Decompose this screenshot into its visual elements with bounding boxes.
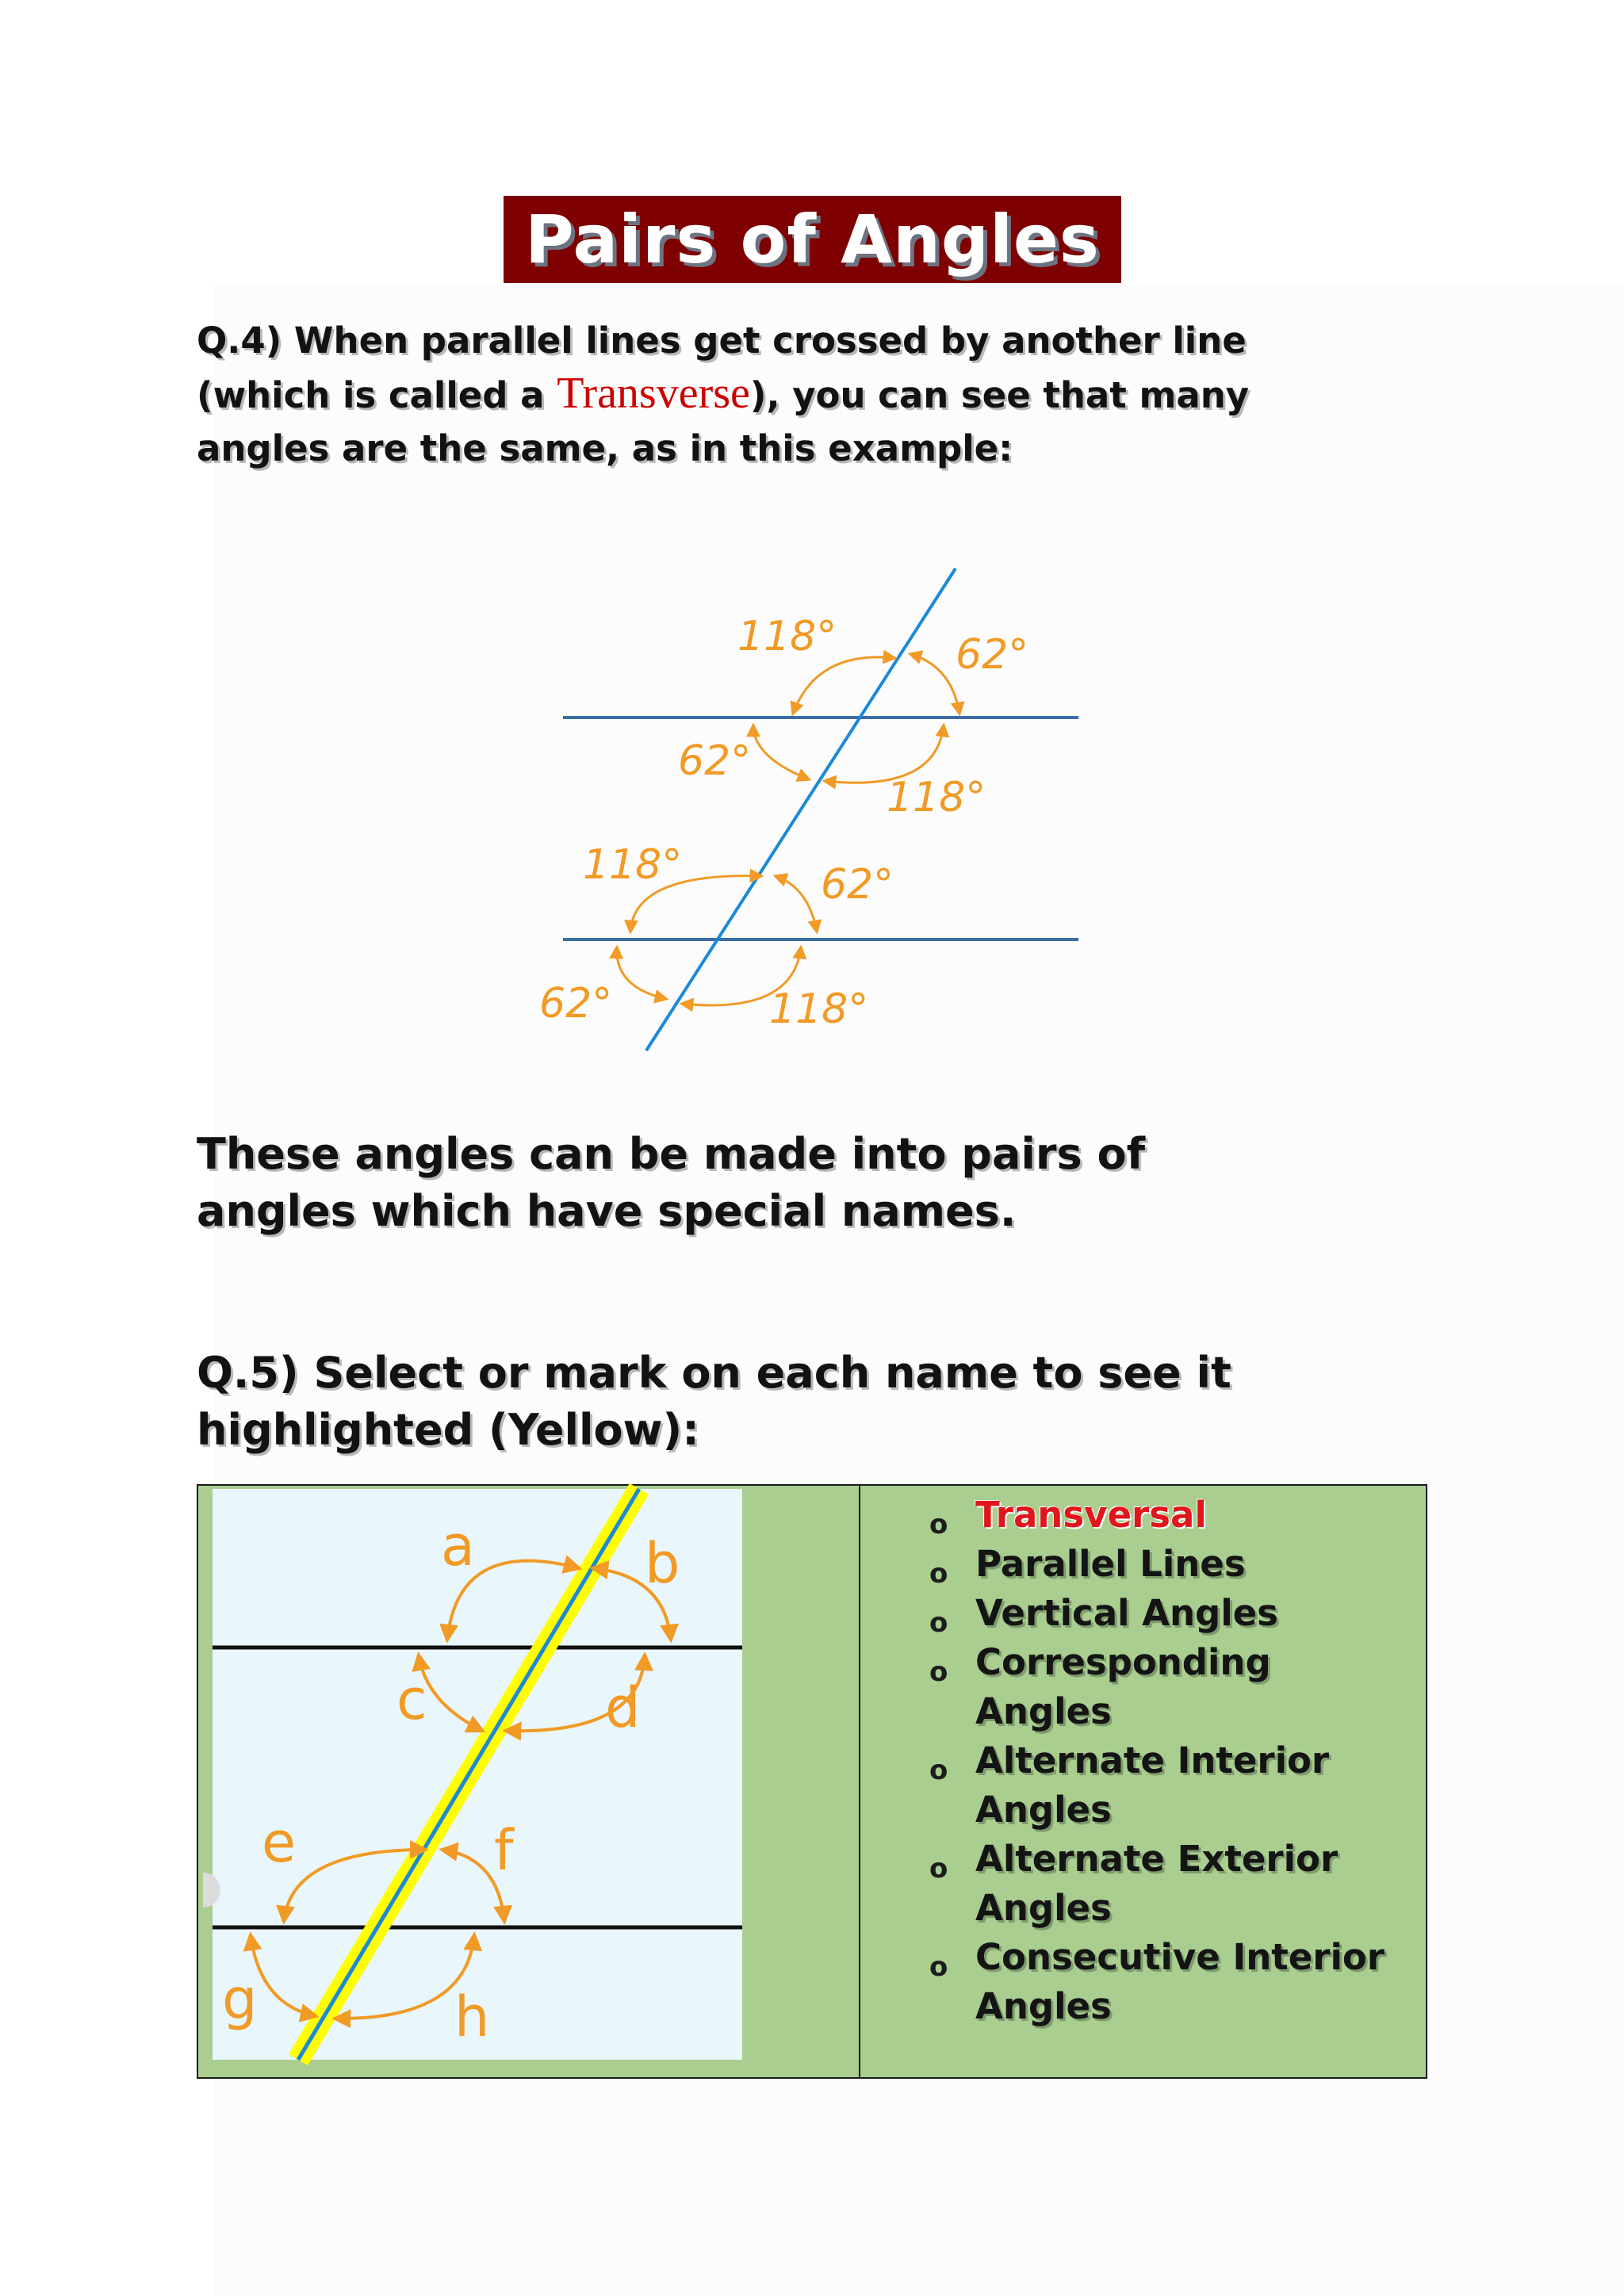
letter-h: h	[454, 1984, 490, 2049]
option-parallel-lines[interactable]	[920, 1540, 1419, 1589]
bullet-icon: o	[929, 1656, 948, 1688]
angle-name-options	[920, 1490, 1419, 2031]
option-alternate-interior-angles[interactable]	[920, 1736, 1419, 1835]
angle-diagram-example	[539, 555, 1094, 1062]
q4-text-after: ), you can see that many angles are the same, as in this example:	[197, 374, 1250, 469]
special-names-paragraph: These angles can be made into pairs of angles which have special names.	[197, 1129, 1146, 1236]
table-divider	[859, 1486, 860, 2077]
option-label: Parallel Lines	[975, 1543, 1246, 1585]
option-label: Consecutive Interior Angles	[975, 1936, 1385, 2027]
label-top-right: 62°	[956, 631, 1029, 679]
bullet-icon: o	[929, 1853, 948, 1885]
option-corresponding-angles[interactable]	[920, 1638, 1419, 1736]
letter-f: f	[494, 1818, 514, 1883]
q4-text-before: Q.4) When parallel lines get crossed by another line (which is called a	[197, 320, 1247, 416]
labeled-angle-diagram	[213, 1489, 742, 2060]
label-top-left: 118°	[737, 613, 837, 660]
arc-lower-above-right	[776, 876, 817, 932]
option-consecutive-interior-angles[interactable]	[920, 1933, 1419, 2031]
label-lower-below-right: 118°	[769, 985, 869, 1033]
label-lower-above-left: 118°	[583, 841, 683, 889]
page-title: Pairs of Angles	[525, 201, 1100, 278]
question-5: Q.5) Select or mark on each name to see it highlighted (Yellow):	[197, 1348, 1231, 1455]
bullet-icon: o	[929, 1558, 948, 1590]
bullet-icon: o	[929, 1951, 948, 1983]
arc-top-right	[910, 654, 959, 714]
option-label: Corresponding Angles	[975, 1641, 1271, 1732]
letter-e: e	[262, 1810, 297, 1875]
option-label: Alternate Interior Angles	[975, 1739, 1330, 1831]
bullet-icon: o	[929, 1755, 948, 1786]
option-label: Alternate Exterior Angles	[975, 1838, 1339, 1929]
letter-c: c	[396, 1667, 427, 1732]
arc-upper-below-left	[753, 725, 809, 779]
title-banner	[504, 196, 1121, 283]
option-vertical-angles[interactable]	[920, 1589, 1419, 1638]
letter-b: b	[645, 1531, 680, 1596]
letter-g: g	[222, 1967, 258, 2032]
arc-lower-below-left	[617, 947, 666, 999]
option-alternate-exterior-angles[interactable]	[920, 1835, 1419, 1933]
bullet-icon: o	[929, 1607, 948, 1639]
label-upper-below-right: 118°	[887, 774, 986, 821]
angle-pairs-table	[197, 1484, 1427, 2079]
option-label: Vertical Angles	[975, 1592, 1278, 1634]
label-lower-above-right: 62°	[821, 861, 894, 909]
label-upper-below-left: 62°	[678, 737, 752, 785]
label-lower-below-left: 62°	[539, 980, 613, 1027]
q4-transverse-word: Transverse	[557, 369, 750, 418]
option-label: Transversal	[975, 1494, 1207, 1536]
option-transversal[interactable]	[920, 1490, 1419, 1540]
bullet-icon: o	[929, 1509, 948, 1540]
letter-a: a	[441, 1513, 475, 1578]
question-4	[197, 314, 1386, 475]
letter-d: d	[605, 1675, 641, 1740]
